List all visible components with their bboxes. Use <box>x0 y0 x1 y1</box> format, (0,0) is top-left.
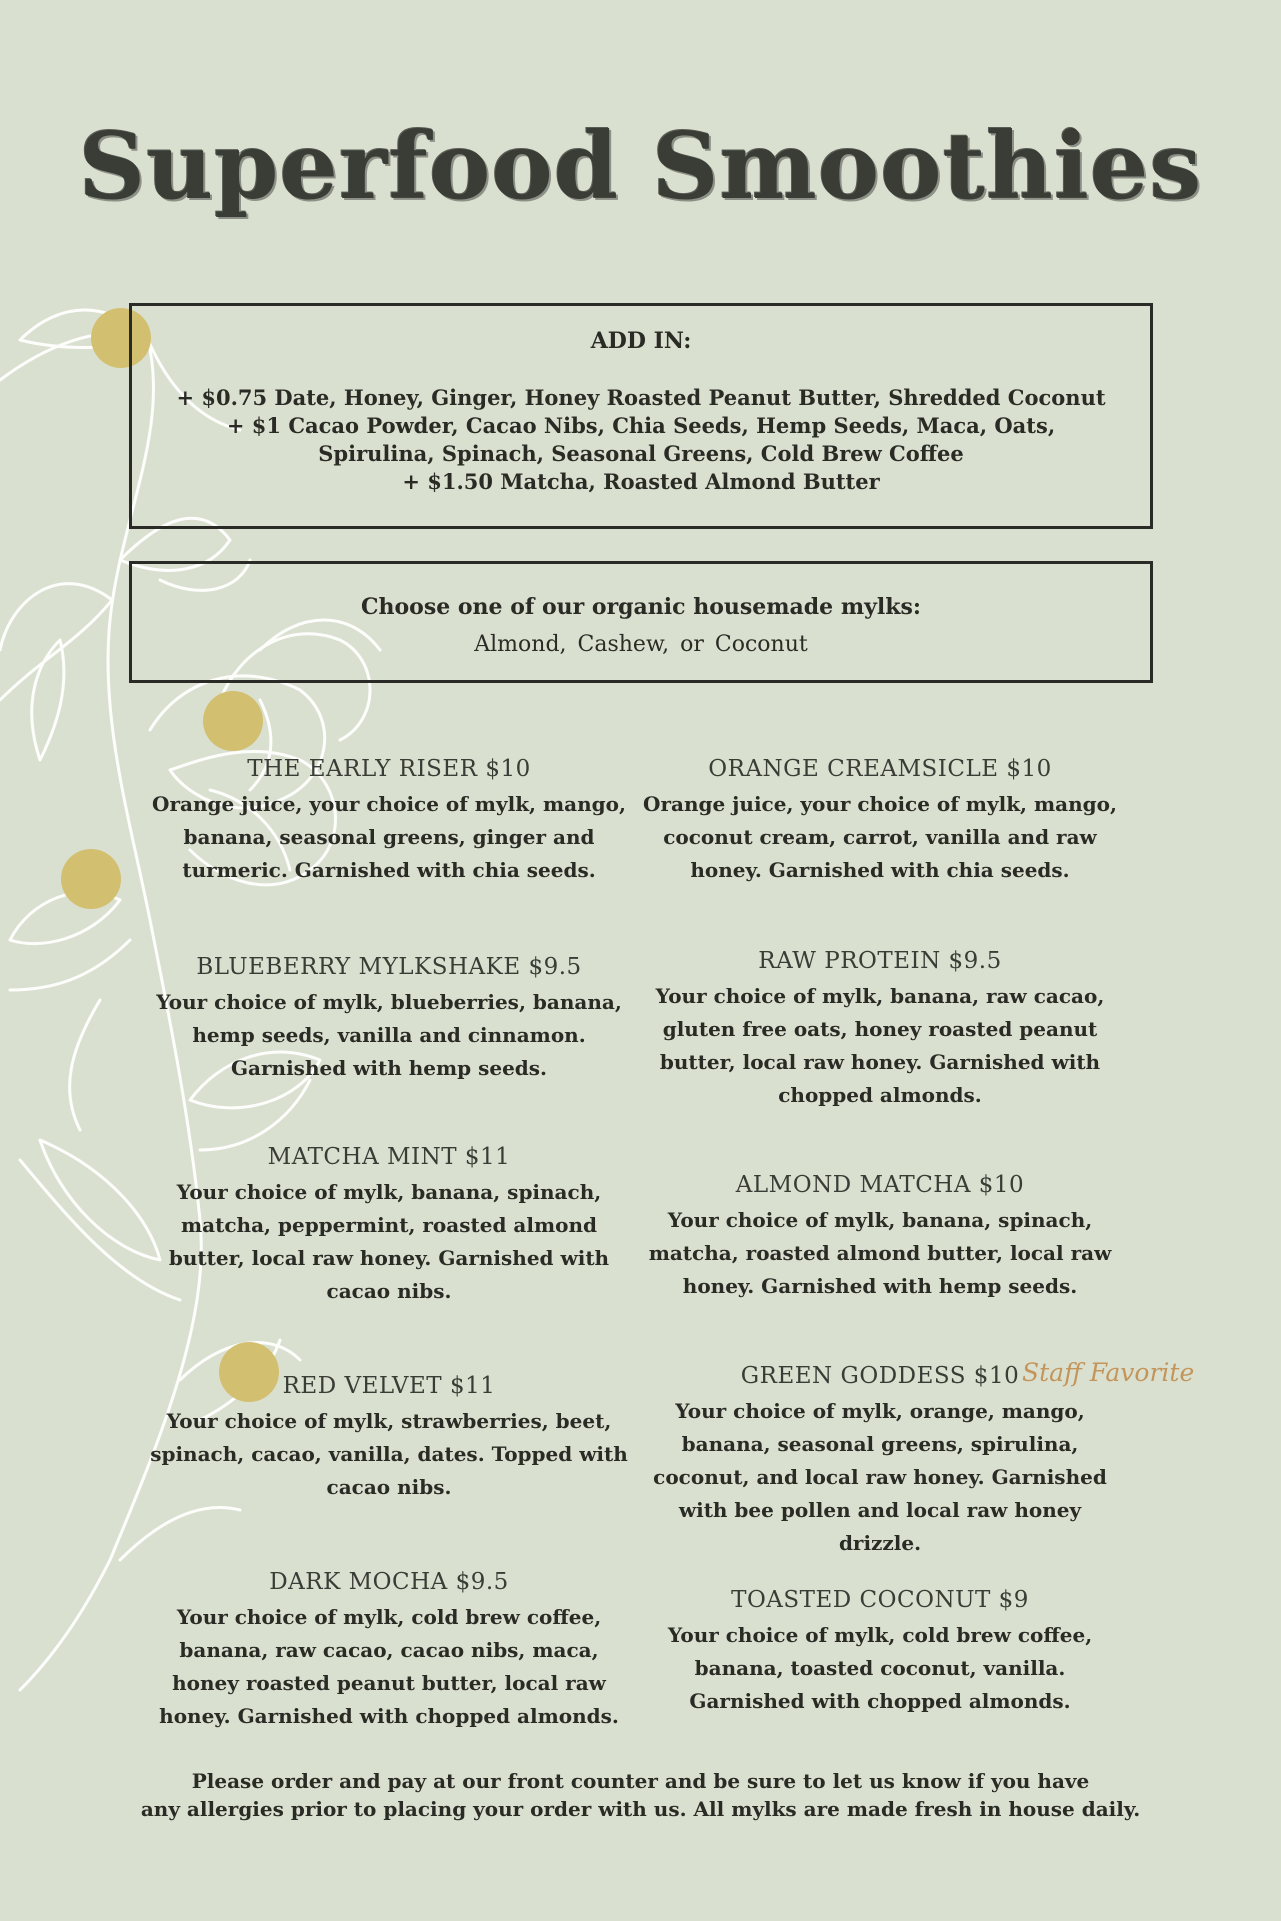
footer-line: Please order and pay at our front counter and be sure to let us know if you have <box>191 1769 1090 1793</box>
menu-item-name: RED VELVET $11 <box>282 1373 496 1399</box>
add-in-heading: ADD IN: <box>590 328 692 354</box>
menu-item-description: Your choice of mylk, orange, mango, banana, seasonal greens, spirulina, coconut, and local raw honey. Garnished with bee pollen and local raw honey drizzle. <box>653 1399 1107 1555</box>
add-in-box <box>129 303 1153 529</box>
menu-item-name: THE EARLY RISER $10 <box>247 756 531 782</box>
add-in-line: + $1 Cacao Powder, Cacao Nibs, Chia Seeds, Hemp Seeds, Maca, Oats, <box>226 413 1056 438</box>
menu-item-matcha-mint <box>149 1142 629 1308</box>
page-title: Superfood Smoothies <box>78 112 1203 220</box>
menu-item-description: Orange juice, your choice of mylk, mango, banana, seasonal greens, ginger and turmeric. Garnished with chia seeds. <box>152 792 626 882</box>
menu-item-green-goddess <box>640 1361 1120 1560</box>
menu-item-description: Your choice of mylk, banana, spinach, matcha, peppermint, roasted almond butter, local raw honey. Garnished with cacao nibs. <box>168 1180 610 1303</box>
menu-item-name: GREEN GODDESS $10 <box>740 1363 1020 1389</box>
menu-item-almond-matcha <box>640 1170 1120 1303</box>
menu-item-name: BLUEBERRY MYLKSHAKE $9.5 <box>196 954 582 980</box>
menu-item-name: MATCHA MINT $11 <box>267 1144 511 1170</box>
menu-item-raw-protein <box>640 946 1120 1112</box>
menu-item-description: Orange juice, your choice of mylk, mango, coconut cream, carrot, vanilla and raw honey. Garnished with chia seeds. <box>643 792 1117 882</box>
menu-item-dark-mocha <box>149 1567 629 1733</box>
menu-item-name: DARK MOCHA $9.5 <box>269 1569 509 1595</box>
menu-item-description: Your choice of mylk, cold brew coffee, banana, toasted coconut, vanilla. Garnished with chopped almonds. <box>667 1623 1093 1713</box>
mylk-options: Almond, Cashew, or Coconut <box>474 632 808 657</box>
menu-item-description: Your choice of mylk, cold brew coffee, banana, raw cacao, cacao nibs, maca, honey roasted peanut butter, local raw honey. Garnished with chopped almonds. <box>159 1605 619 1728</box>
mylk-heading: Choose one of our organic housemade mylks: <box>360 594 922 620</box>
menu-item-description: Your choice of mylk, banana, spinach, matcha, roasted almond butter, local raw honey. Garnished with hemp seeds. <box>648 1208 1112 1298</box>
menu-item-description: Your choice of mylk, blueberries, banana, hemp seeds, vanilla and cinnamon. Garnished with hemp seeds. <box>156 990 622 1080</box>
footer-note <box>0 1767 1281 1823</box>
add-in-lines <box>132 384 1150 496</box>
staff-favorite-label: Staff Favorite <box>1022 1358 1195 1387</box>
menu-item-toasted-coconut <box>640 1585 1120 1718</box>
menu-item-description: Your choice of mylk, banana, raw cacao, gluten free oats, honey roasted peanut butter, local raw honey. Garnished with chopped almonds. <box>655 984 1105 1107</box>
mylk-box <box>129 561 1153 683</box>
menu-item-orange-creamsicle <box>640 754 1120 887</box>
menu-item-red-velvet <box>149 1371 629 1504</box>
menu-item-name: TOASTED COCONUT $9 <box>731 1587 1029 1613</box>
menu-item-name: ORANGE CREAMSICLE $10 <box>708 756 1052 782</box>
menu-item-blueberry-mylkshake <box>149 952 629 1085</box>
add-in-line: + $1.50 Matcha, Roasted Almond Butter <box>402 469 880 494</box>
menu-item-name: RAW PROTEIN $9.5 <box>758 948 1002 974</box>
menu-item-name: ALMOND MATCHA $10 <box>735 1172 1025 1198</box>
add-in-line: + $0.75 Date, Honey, Ginger, Honey Roasted Peanut Butter, Shredded Coconut <box>176 385 1106 410</box>
footer-line: any allergies prior to placing your order with us. All mylks are made fresh in house daily. <box>140 1797 1141 1821</box>
add-in-line: Spirulina, Spinach, Seasonal Greens, Cold Brew Coffee <box>318 441 964 466</box>
menu-item-description: Your choice of mylk, strawberries, beet, spinach, cacao, vanilla, dates. Topped with cacao nibs. <box>150 1409 628 1499</box>
menu-item-early-riser <box>149 754 629 887</box>
